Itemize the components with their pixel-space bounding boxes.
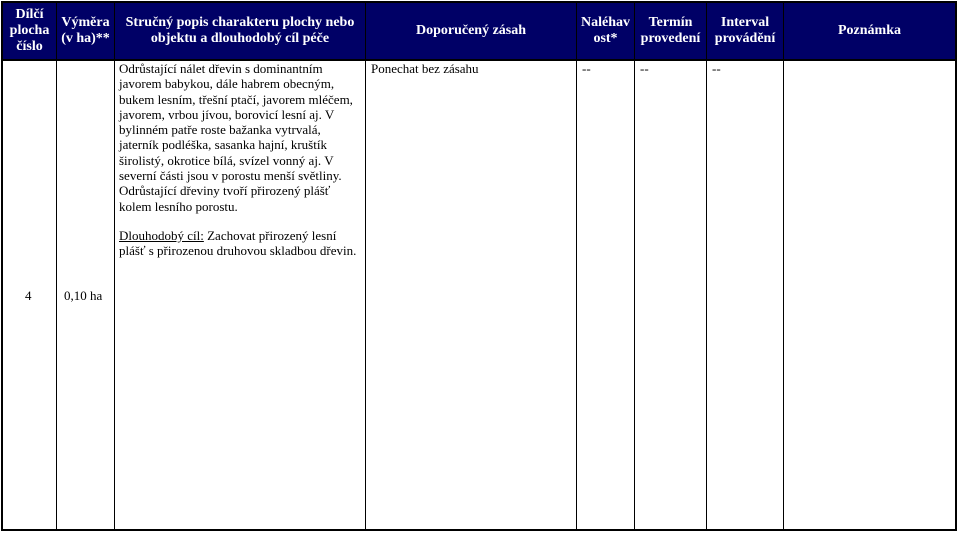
cell-nalehavost: --	[582, 61, 591, 76]
header-interval	[707, 3, 783, 59]
header-poznamka	[784, 3, 955, 59]
header-text: Dílčí	[15, 7, 44, 22]
column-divider	[56, 3, 57, 530]
goal-text	[119, 228, 365, 243]
cell-zasah: Ponechat bez zásahu	[371, 61, 479, 76]
cell-termin: --	[640, 61, 649, 76]
cell-interval: --	[712, 61, 721, 76]
description-line: širolistý, okrotice bílá, svízel vonný aj. V	[119, 152, 334, 168]
cell-popis	[119, 61, 365, 259]
header-vymera	[57, 3, 114, 59]
header-text: Výměra	[61, 15, 110, 30]
header-zasah	[366, 3, 576, 59]
header-text: objektu a dlouhodobý cíl péče	[150, 31, 330, 46]
header-text: ost*	[593, 31, 618, 46]
header-plocha	[3, 3, 56, 59]
header-text: Stručný popis charakteru plochy nebo	[125, 15, 355, 30]
cell-plocha: 4	[25, 288, 32, 303]
goal-label: Dlouhodobý cíl:	[119, 227, 204, 243]
description-line: javorem babykou, dále habrem obecným,	[119, 76, 335, 92]
header-popis	[115, 3, 365, 59]
header-text: plocha	[9, 23, 50, 38]
cell-vymera: 0,10 ha	[64, 288, 103, 303]
header-text: číslo	[16, 39, 43, 54]
header-text: Naléhav	[581, 15, 630, 30]
description-line: Odrůstající dřeviny tvoří přirozený plášť	[119, 183, 331, 199]
column-divider	[634, 3, 635, 530]
description-line: Odrůstající nálet dřevin s dominantním	[119, 61, 323, 76]
header-text: Poznámka	[838, 23, 901, 38]
header-termin	[635, 3, 706, 59]
goal-line: Zachovat přirozený lesní	[203, 227, 337, 243]
header-nalehavost	[577, 3, 634, 59]
description-line: kolem lesního porostu.	[119, 198, 238, 214]
header-text: provedení	[640, 31, 701, 46]
description-line: severní části jsou v porostu menší světliny.	[119, 168, 342, 184]
description-line: bylinném patře roste bažanka vytrvalá,	[119, 122, 321, 138]
column-divider	[706, 3, 707, 530]
column-divider	[114, 3, 115, 530]
header-text: Interval	[720, 15, 770, 30]
description-line: jaterník podléška, sasanka hajní, kruštík	[119, 137, 327, 153]
goal-line: plášť s přirozenou druhovou skladbou dřevin.	[119, 243, 357, 259]
header-text: provádění	[714, 31, 776, 46]
description-line: javorem, vrbou jívou, borovicí lesní aj. V	[119, 106, 335, 122]
description-line: bukem lesním, třešní ptačí, javorem mléčem,	[119, 91, 353, 107]
column-divider	[365, 3, 366, 530]
column-divider	[576, 3, 577, 530]
header-text: Doporučený zásah	[415, 23, 527, 38]
header-text: Termín	[648, 15, 693, 30]
column-divider	[783, 3, 784, 530]
header-text: (v ha)**	[61, 31, 110, 46]
